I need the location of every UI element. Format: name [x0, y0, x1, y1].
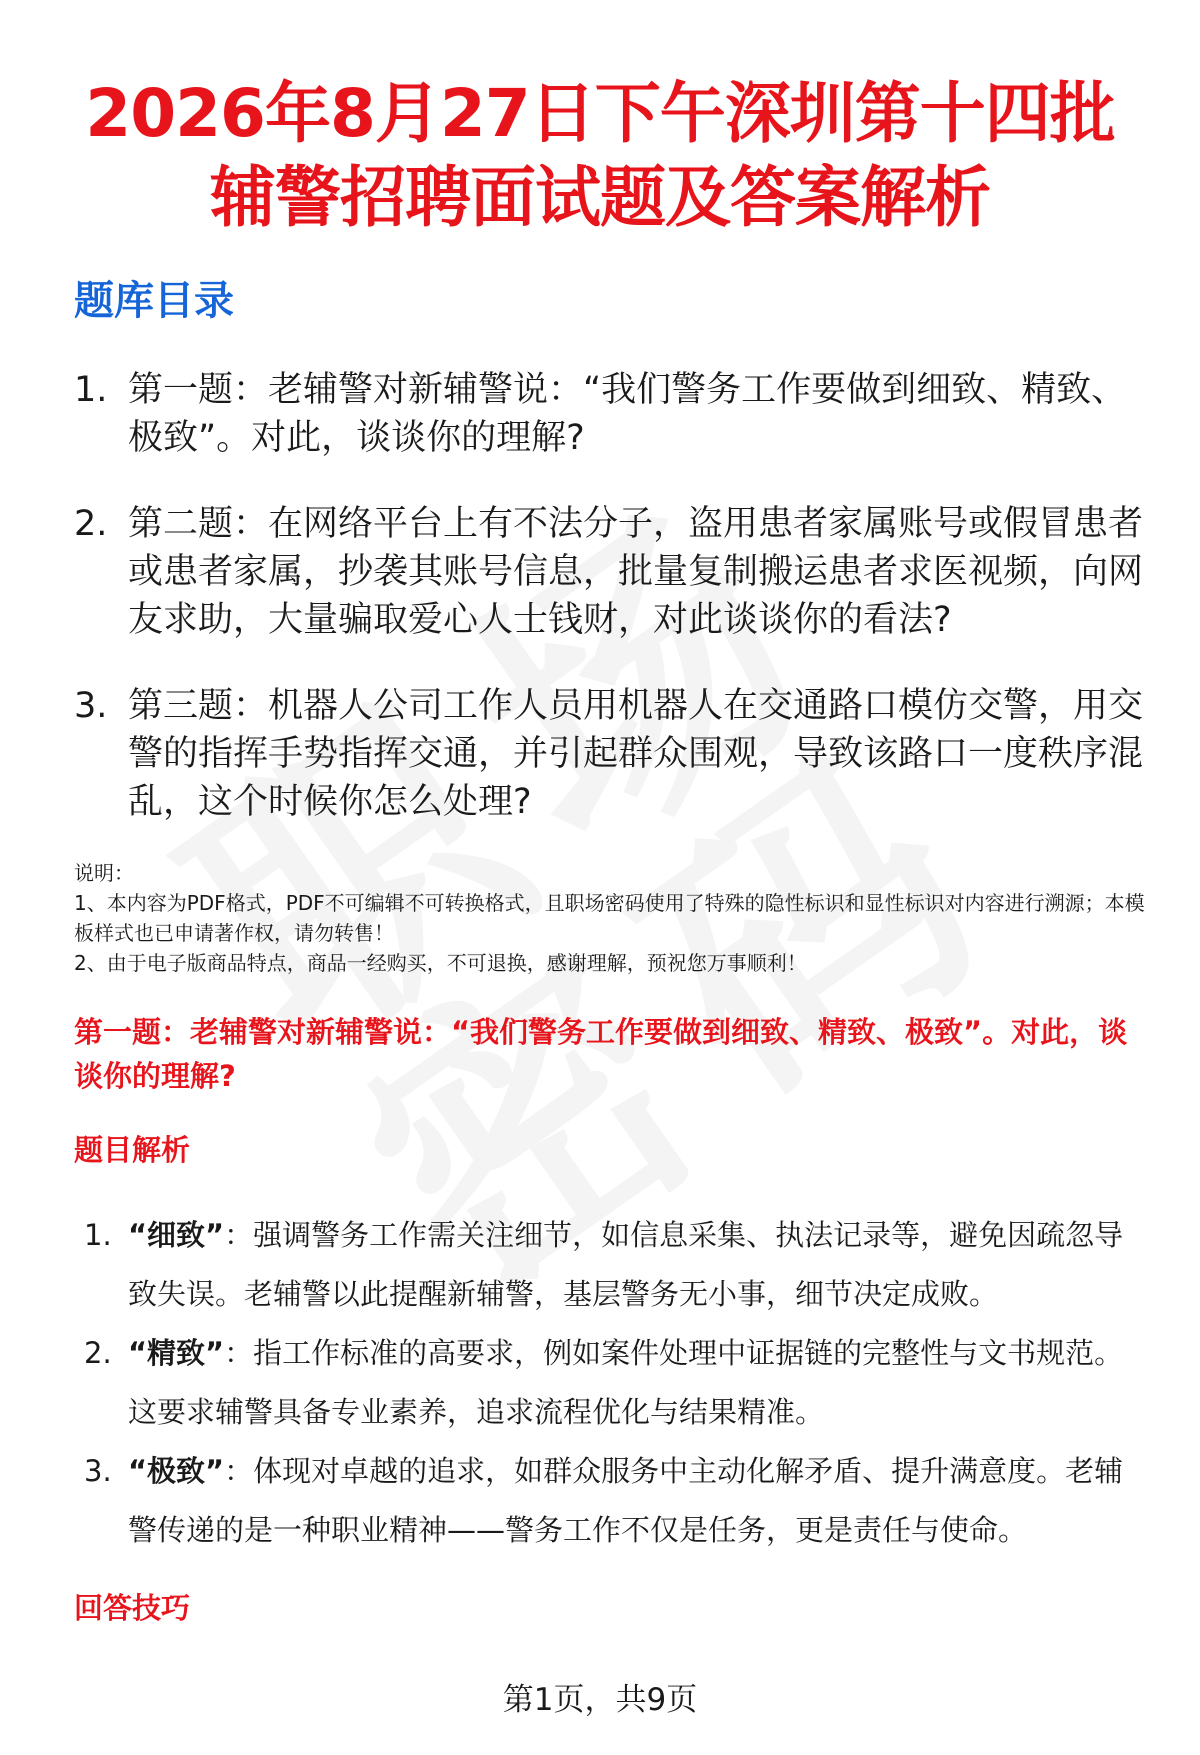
toc-item-number: 3.	[74, 686, 108, 726]
analysis-item-keyword: “细致”	[128, 1218, 225, 1252]
toc-list	[74, 366, 1144, 864]
analysis-item-text: ：强调警务工作需关注细节，如信息采集、执法记录等，避免因疏忽导致失误。老辅警以此提醒新辅警，基层警务无小事，细节决定成败。	[128, 1218, 1124, 1311]
analysis-item-number: 3.	[84, 1454, 112, 1488]
analysis-item-keyword: “极致”	[128, 1454, 225, 1488]
toc-item-text: 第一题：老辅警对新辅警说：“我们警务工作要做到细致、精致、极致”。对此，谈谈你的理解?	[128, 370, 1127, 458]
analysis-item	[84, 1324, 1144, 1442]
toc-item-text: 第二题：在网络平台上有不法分子，盗用患者家属账号或假冒患者或患者家属，抄袭其账号信息，批量复制搬运患者求医视频，向网友求助，大量骗取爱心人士钱财，对此谈谈你的看法?	[128, 504, 1144, 640]
toc-item-number: 1.	[74, 370, 108, 410]
analysis-item-number: 1.	[84, 1218, 112, 1252]
notes-line-2: 2、由于电子版商品特点，商品一经购买，不可退换，感谢理解，预祝您万事顺利！	[74, 951, 807, 975]
toc-item[interactable]	[74, 366, 1144, 462]
toc-item[interactable]	[74, 682, 1144, 826]
analysis-item	[84, 1206, 1144, 1324]
notes-label: 说明：	[74, 861, 134, 885]
analysis-item-number: 2.	[84, 1336, 112, 1370]
analysis-item-text: ：指工作标准的高要求，例如案件处理中证据链的完整性与文书规范。这要求辅警具备专业素养，追求流程优化与结果精准。	[128, 1336, 1124, 1429]
document-title	[0, 72, 1200, 240]
notes-line-1: 1、本内容为PDF格式，PDF不可编辑不可转换格式，且职场密码使用了特殊的隐性标识和显性标识对内容进行溯源；本模板样式也已申请著作权，请勿转售！	[74, 891, 1145, 945]
analysis-item	[84, 1442, 1144, 1560]
analysis-list	[84, 1206, 1144, 1560]
analysis-heading: 题目解析	[74, 1133, 191, 1167]
title-line-1: 2026年8月27日下午深圳第十四批	[85, 75, 1115, 152]
question-1-heading: 第一题：老辅警对新辅警说：“我们警务工作要做到细致、精致、极致”。对此，谈谈你的理解?	[74, 1015, 1128, 1093]
notes-block	[74, 858, 1154, 978]
analysis-item-keyword: “精致”	[128, 1336, 225, 1370]
toc-item[interactable]	[74, 500, 1144, 644]
tips-heading: 回答技巧	[74, 1591, 191, 1625]
analysis-item-text: ：体现对卓越的追求，如群众服务中主动化解矛盾、提升满意度。老辅警传递的是一种职业精神——警务工作不仅是任务，更是责任与使命。	[128, 1454, 1124, 1547]
title-line-2: 辅警招聘面试题及答案解析	[210, 159, 990, 236]
page-footer: 第1页，共9页	[502, 1682, 698, 1718]
toc-item-text: 第三题：机器人公司工作人员用机器人在交通路口模仿交警，用交警的指挥手势指挥交通，并引起群众围观，导致该路口一度秩序混乱，这个时候你怎么处理?	[128, 686, 1144, 822]
toc-heading: 题库目录	[74, 278, 234, 324]
toc-item-number: 2.	[74, 504, 108, 544]
